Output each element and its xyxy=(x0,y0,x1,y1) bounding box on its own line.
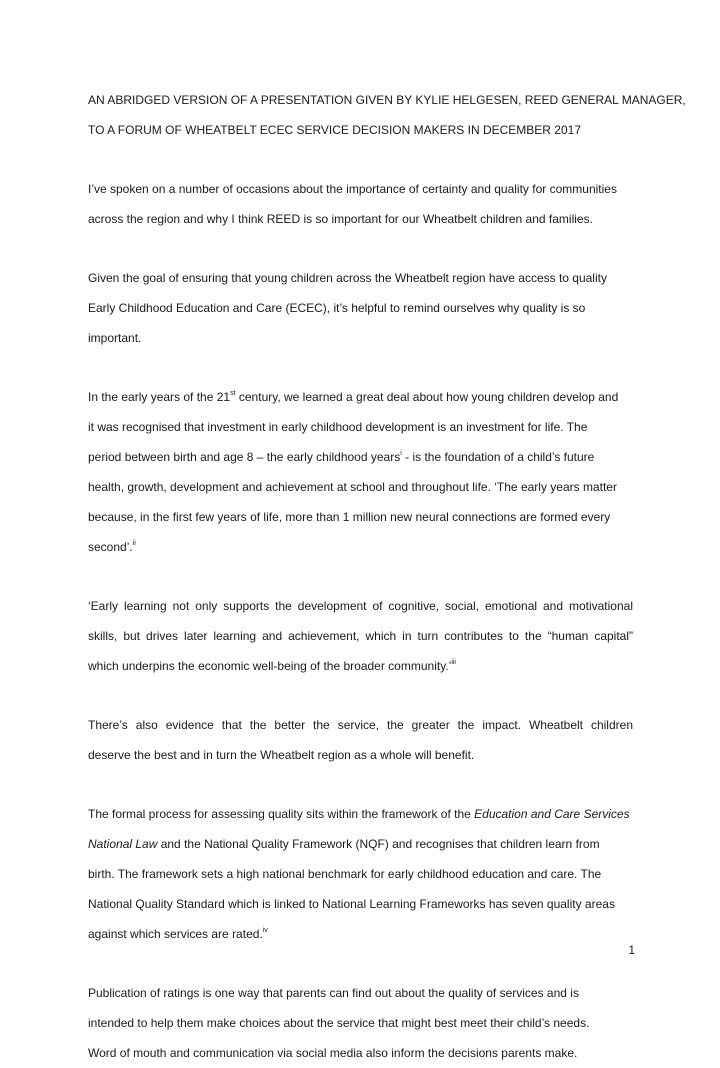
text-line xyxy=(88,919,633,949)
page-number: 1 xyxy=(628,943,635,957)
paragraph-7 xyxy=(88,978,633,1068)
footnote-ref: iii xyxy=(451,659,456,666)
text-run: which underpins the economic well-being of the broader community.’ xyxy=(88,659,452,673)
text-line: There’s also evidence that the better the service, the greater the impact. Wheatbelt children xyxy=(88,718,633,732)
text-run: - is the foundation of a child’s future xyxy=(401,450,595,464)
text-run: period between birth and age 8 – the early childhood years xyxy=(88,450,401,464)
paragraph-2 xyxy=(88,263,633,353)
heading-line: TO A FORUM OF WHEATBELT ECEC SERVICE DECISION MAKERS IN DECEMBER 2017 xyxy=(88,123,581,137)
superscript: st xyxy=(230,390,236,397)
text-line xyxy=(88,382,633,412)
paragraph-6 xyxy=(88,799,633,949)
text-run: second’. xyxy=(88,540,133,554)
text-line: ‘Early learning not only supports the development of cognitive, social, emotional and motivational xyxy=(88,599,633,613)
paragraph-4 xyxy=(88,591,633,681)
text-line: Publication of ratings is one way that parents can find out about the quality of services and is xyxy=(88,986,579,1000)
heading-line: AN ABRIDGED VERSION OF A PRESENTATION GIVEN BY KYLIE HELGESEN, REED GENERAL MANAGER, xyxy=(88,93,686,107)
footnote-ref: i xyxy=(400,450,402,457)
text-line: important. xyxy=(88,331,142,345)
document-heading xyxy=(88,85,686,145)
text-line: deserve the best and in turn the Wheatbelt region as a whole will benefit. xyxy=(88,748,475,762)
italic-text: Education and Care Services xyxy=(474,807,630,821)
text-line: Word of mouth and communication via social media also inform the decisions parents make. xyxy=(88,1046,578,1060)
text-line: health, growth, development and achievement at school and throughout life. ‘The early years matter xyxy=(88,480,617,494)
text-line: intended to help them make choices about the service that might best meet their child’s needs. xyxy=(88,1016,590,1030)
text-line xyxy=(88,532,633,562)
paragraph-1 xyxy=(88,174,633,234)
footnote-ref: iv xyxy=(262,927,268,934)
text-line xyxy=(88,651,633,681)
text-line: birth. The framework sets a high national benchmark for early childhood education and care. The xyxy=(88,867,602,881)
text-line: I’ve spoken on a number of occasions about the importance of certainty and quality for communities xyxy=(88,182,617,196)
document-body xyxy=(88,85,686,1068)
text-line xyxy=(88,799,633,829)
text-line: it was recognised that investment in early childhood development is an investment for life. The xyxy=(88,420,588,434)
text-line: Given the goal of ensuring that young children across the Wheatbelt region have access to quality xyxy=(88,271,607,285)
text-run: In the early years of the 21 xyxy=(88,390,231,404)
footnote-ref: ii xyxy=(132,540,136,547)
text-line: Early Childhood Education and Care (ECEC), it’s helpful to remind ourselves why quality is so xyxy=(88,301,586,315)
text-line: across the region and why I think REED is so important for our Wheatbelt children and families. xyxy=(88,212,593,226)
italic-text: National Law xyxy=(88,837,158,851)
text-run: century, we learned a great deal about how young children develop and xyxy=(235,390,619,404)
text-line: skills, but drives later learning and achievement, which in turn contributes to the “human capital” xyxy=(88,629,633,643)
text-run: The formal process for assessing quality sits within the framework of the xyxy=(88,807,475,821)
text-line xyxy=(88,442,633,472)
text-line xyxy=(88,829,633,859)
paragraph-5 xyxy=(88,710,633,770)
text-run: against which services are rated. xyxy=(88,927,263,941)
text-run: and the National Quality Framework (NQF) and recognises that children learn from xyxy=(157,837,600,851)
text-line: because, in the first few years of life, more than 1 million new neural connections are formed every xyxy=(88,510,611,524)
text-line: National Quality Standard which is linked to National Learning Frameworks has seven quality areas xyxy=(88,897,615,911)
paragraph-3 xyxy=(88,382,633,562)
